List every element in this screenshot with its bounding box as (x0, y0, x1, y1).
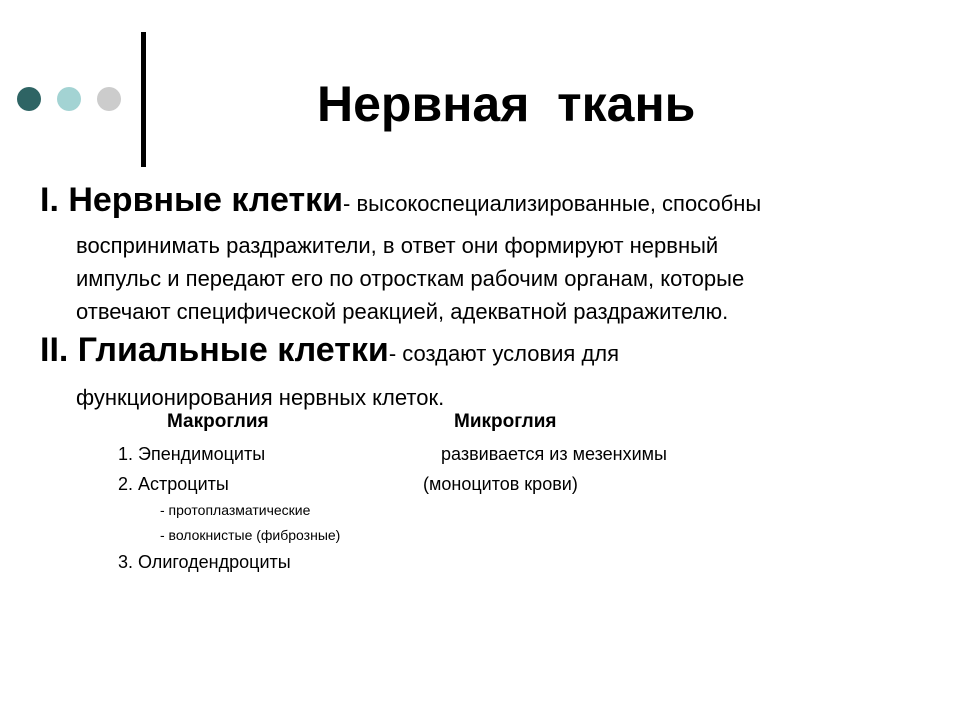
section-glial-cells (40, 326, 930, 414)
decor-dot-dark (17, 87, 41, 111)
microglia-origin-line2: (моноцитов крови) (423, 474, 578, 494)
section-nerve-cells-header (40, 178, 930, 229)
section-nerve-cells-text (40, 229, 930, 328)
macroglia-item-ependymocytes: 1. Эпендимоциты (118, 444, 266, 464)
section-nerve-cells-heading: I. Нервные клетки (40, 181, 344, 219)
section-nerve-cells-lead: - высокоспециализированные, способны (343, 191, 762, 216)
decor-vertical-line (141, 32, 146, 167)
astrocyte-type-fibrous: - волокнистые (фиброзные) (160, 527, 341, 543)
astrocyte-type-protoplasmic: - протоплазматические (160, 502, 311, 518)
section-glial-cells-lead: - создают условия для (388, 341, 620, 366)
macroglia-item-oligodendrocytes: 3. Олигодендроциты (118, 552, 291, 572)
decor-dot-light (57, 87, 81, 111)
text-line: импульс и передают его по отросткам рабочим органам, которые (76, 266, 745, 291)
section-glial-cells-header (40, 326, 930, 381)
section-nerve-cells (40, 178, 930, 328)
microglia-origin-line1: развивается из мезенхимы (441, 444, 667, 464)
microglia-heading: Микроглия (454, 411, 557, 432)
text-line: воспринимать раздражители, в ответ они формируют нервный (76, 233, 719, 258)
macroglia-heading: Макроглия (167, 411, 269, 432)
macroglia-item-astrocytes: 2. Астроциты (118, 474, 229, 494)
section-glial-cells-text (40, 381, 930, 414)
text-line: отвечают специфической реакцией, адекватной раздражителю. (76, 299, 729, 324)
decor-dot-gray (97, 87, 121, 111)
section-glial-cells-heading: II. Глиальные клетки (40, 331, 389, 369)
text-line: функционирования нервных клеток. (76, 385, 445, 410)
slide-title: Нервная ткань (317, 76, 696, 132)
